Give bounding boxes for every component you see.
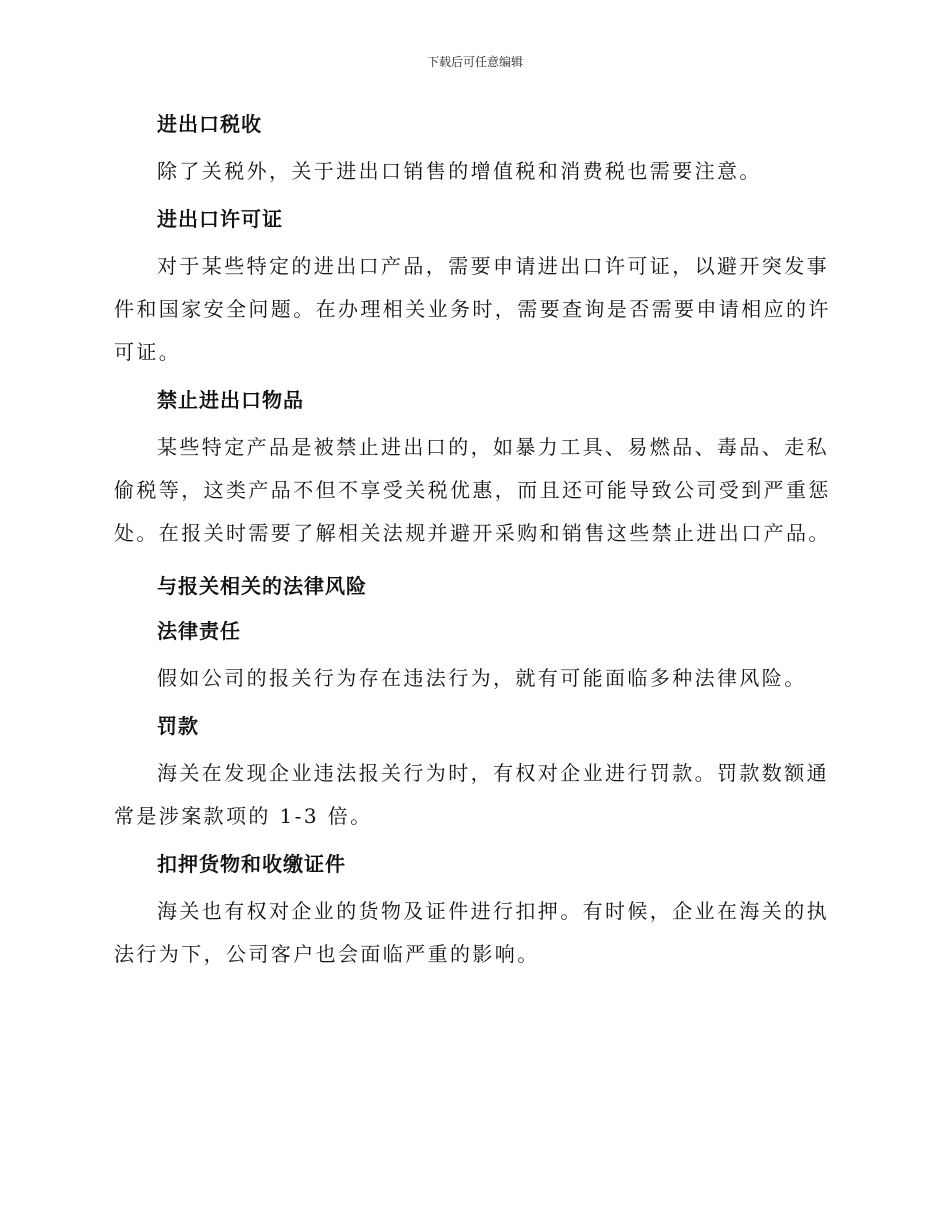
paragraph-seizure: 海关也有权对企业的货物及证件进行扣押。有时候，企业在海关的执法行为下，公司客户也会面临严重的影响。 [114, 899, 829, 966]
paragraph-import-export-license: 对于某些特定的进出口产品，需要申请进出口许可证，以避开突发事件和国家安全问题。在办理相关业务时，需要查询是否需要申请相应的许可证。 [114, 254, 831, 364]
document-body [114, 110, 834, 976]
paragraph-prohibited-goods: 某些特定产品是被禁止进出口的，如暴力工具、易燃品、毒品、走私偷税等，这类产品不但不享受关税优惠，而且还可能导致公司受到严重惩处。在报关时需要了解相关法规并避开采购和销售这些禁止进出口产品。 [114, 435, 831, 545]
paragraph-fines: 海关在发现企业违法报关行为时，有权对企业进行罚款。罚款数额通常是涉案款项的 1-3 倍。 [114, 761, 829, 828]
heading-fines: 罚款 [157, 714, 199, 738]
heading-seizure: 扣押货物和收缴证件 [157, 852, 346, 876]
heading-legal-risks: 与报关相关的法律风险 [157, 574, 367, 598]
paragraph-import-export-tax: 除了关税外，关于进出口销售的增值税和消费税也需要注意。 [157, 159, 762, 183]
paragraph-legal-liability: 假如公司的报关行为存在违法行为，就有可能面临多种法律风险。 [157, 666, 807, 690]
heading-import-export-license: 进出口许可证 [157, 207, 283, 231]
page-header: 下载后可任意编辑 [426, 55, 523, 69]
heading-import-export-tax: 进出口税收 [157, 112, 262, 136]
heading-prohibited-goods: 禁止进出口物品 [157, 388, 304, 412]
heading-legal-liability: 法律责任 [157, 619, 241, 643]
